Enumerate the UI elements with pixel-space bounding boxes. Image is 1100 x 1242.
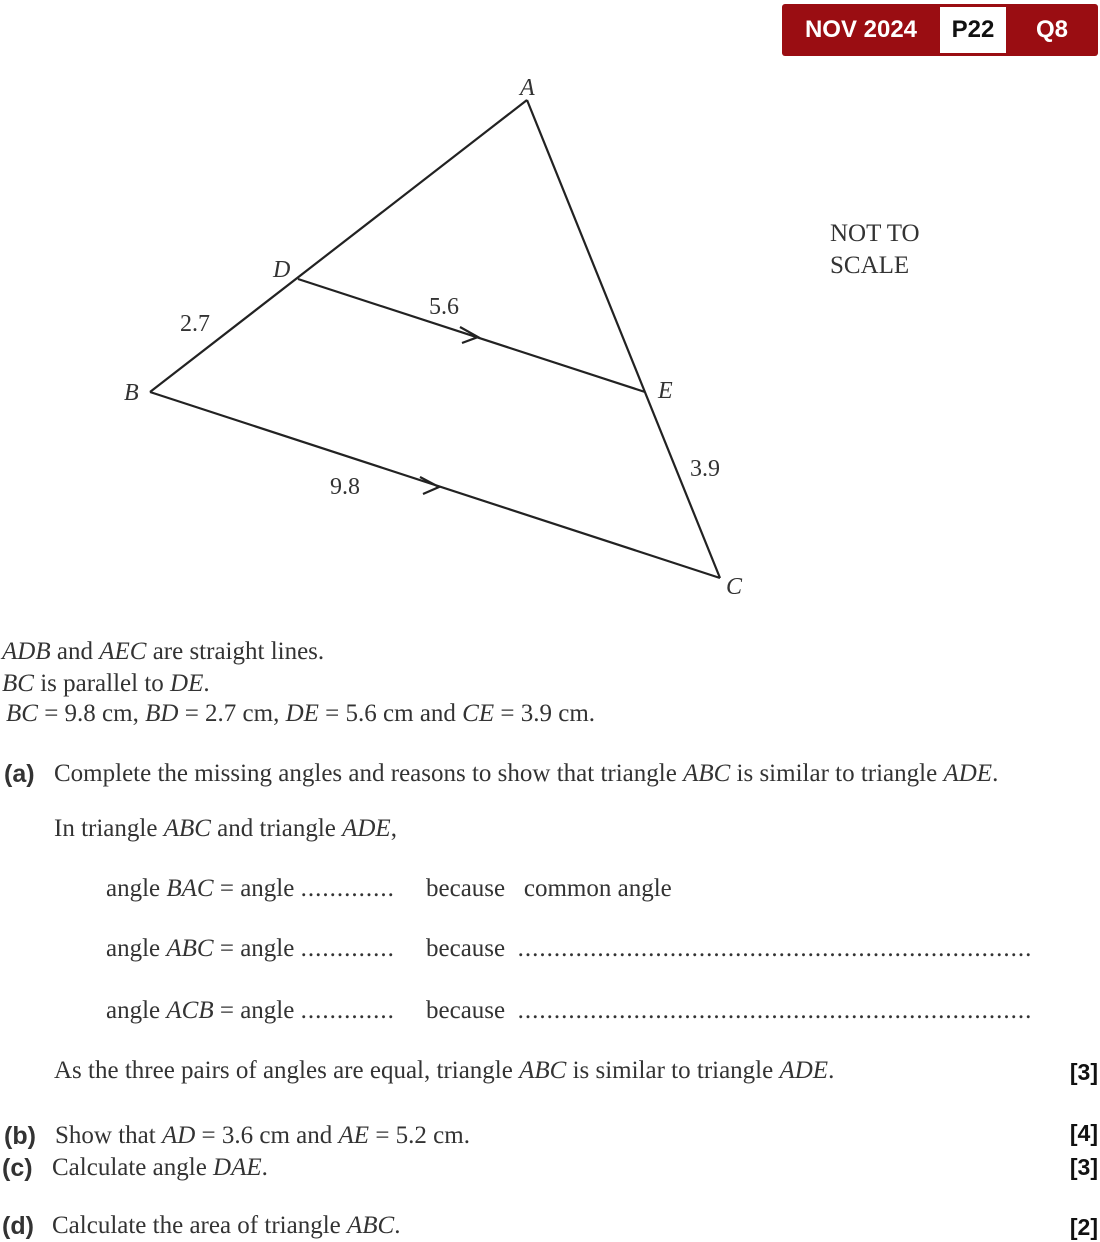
fact-lengths: BC = 9.8 cm, BD = 2.7 cm, DE = 5.6 cm and CE = 3.9 cm. (6, 700, 596, 727)
part-a-question: Complete the missing angles and reasons to show that triangle ABC is similar to triangle ADE. (54, 760, 999, 787)
reason-row-abc: because ....................................................................... (426, 935, 1033, 962)
answer-blank-angle-1[interactable]: ............. (300, 875, 395, 902)
length-label-de: 5.6 (429, 294, 459, 320)
vertex-label-c: C (726, 574, 743, 600)
answer-blank-angle-3[interactable]: ............. (300, 997, 395, 1024)
angle-row-abc: angle ABC = angle ............. (106, 935, 395, 962)
reason-common-angle: common angle (523, 875, 672, 902)
length-label-bc: 9.8 (330, 474, 360, 500)
vertex-label-a: A (520, 75, 535, 101)
reason-row-bac: because common angle (426, 875, 672, 902)
answer-blank-reason-3[interactable]: ....................................................................... (517, 997, 1033, 1024)
fact-parallel: BC is parallel to DE. (2, 670, 210, 697)
part-c-label: (c) (2, 1154, 33, 1182)
part-a-marks: [3] (1069, 1059, 1098, 1085)
side-ac (527, 100, 720, 578)
part-d-question: Calculate the area of triangle ABC. (52, 1212, 401, 1239)
exam-reference-badge (782, 4, 1098, 56)
side-ab (150, 100, 527, 392)
reason-row-acb: because ....................................................................... (426, 997, 1033, 1024)
question-number: Q8 (1035, 16, 1068, 43)
not-to-scale-note: NOT TO SCALE (830, 220, 920, 279)
part-a-conclusion: As the three pairs of angles are equal, triangle ABC is similar to triangle ADE. (54, 1057, 835, 1084)
part-b-label: (b) (4, 1122, 36, 1150)
length-label-ce: 3.9 (690, 456, 720, 482)
paper-number: P22 (940, 7, 1006, 53)
parallel-arrow-bc (420, 477, 439, 494)
part-c-question: Calculate angle DAE. (52, 1154, 268, 1181)
angle-row-acb: angle ACB = angle ............. (106, 997, 395, 1024)
answer-blank-angle-2[interactable]: ............. (300, 935, 395, 962)
part-a-intro: In triangle ABC and triangle ADE, (54, 815, 397, 842)
vertex-label-b: B (124, 380, 139, 406)
vertex-label-e: E (658, 378, 673, 404)
segment-de (298, 279, 645, 392)
length-label-bd: 2.7 (180, 311, 210, 337)
part-a-label: (a) (4, 760, 35, 788)
vertex-label-d: D (273, 257, 291, 283)
triangle-diagram (0, 60, 1100, 620)
part-c-marks: [3] (1069, 1154, 1098, 1180)
fact-straight-lines: ADB and AEC are straight lines. (2, 638, 325, 665)
exam-session: NOV 2024 (804, 16, 918, 43)
part-b-marks: [4] (1069, 1120, 1098, 1146)
answer-blank-reason-2[interactable]: ....................................................................... (517, 935, 1033, 962)
angle-row-bac: angle BAC = angle ............. (106, 875, 395, 902)
part-d-label: (d) (2, 1212, 34, 1240)
part-d-marks: [2] (1069, 1214, 1098, 1240)
part-b-question: Show that AD = 3.6 cm and AE = 5.2 cm. (55, 1122, 470, 1149)
